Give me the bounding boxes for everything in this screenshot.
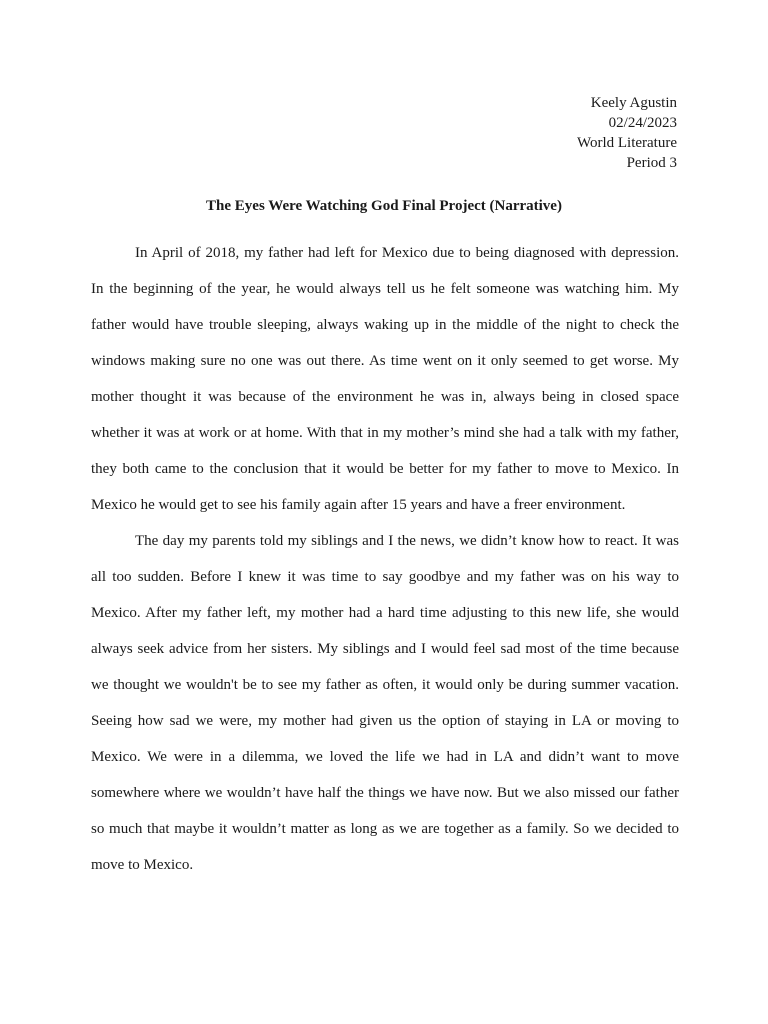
- paragraph-2-line: we thought we wouldn't be to see my father as often, it would only be during summer vacation.: [91, 677, 679, 693]
- paragraph-1-line: mother thought it was because of the environment he was in, always being in closed space: [91, 389, 679, 405]
- paragraph-1-line: In the beginning of the year, he would always tell us he felt someone was watching him. My: [91, 281, 679, 297]
- paragraph-1-line: they both came to the conclusion that it would be better for my father to move to Mexico. In: [91, 461, 679, 477]
- document-date: 02/24/2023: [608, 115, 677, 131]
- document-body: [91, 235, 679, 883]
- paragraph-2-line: The day my parents told my siblings and I the news, we didn’t know how to react. It was: [135, 533, 679, 549]
- paragraph-1-line: whether it was at work or at home. With that in my mother’s mind she had a talk with my father,: [91, 425, 679, 441]
- paragraph-2-line: somewhere where we wouldn’t have half the things we have now. But we also missed our father: [91, 785, 679, 801]
- paragraph-2-line: Seeing how sad we were, my mother had given us the option of staying in LA or moving to: [91, 713, 679, 729]
- author-name: Keely Agustin: [590, 95, 677, 111]
- header-block: [577, 93, 677, 173]
- paragraph-2-line: move to Mexico.: [91, 857, 194, 873]
- paragraph-2-line: Mexico. We were in a dilemma, we loved the life we had in LA and didn’t want to move: [91, 749, 679, 765]
- paragraph-1-line: Mexico he would get to see his family again after 15 years and have a freer environment.: [91, 497, 626, 513]
- paragraph-2-line: always seek advice from her sisters. My siblings and I would feel sad most of the time because: [91, 641, 679, 657]
- paragraph-1-line: In April of 2018, my father had left for Mexico due to being diagnosed with depression.: [135, 245, 679, 261]
- paragraph-1-line: father would have trouble sleeping, always waking up in the middle of the night to check the: [91, 317, 679, 333]
- paragraph-2-line: so much that maybe it wouldn’t matter as long as we are together as a family. So we decided to: [91, 821, 679, 837]
- paragraph-2-line: all too sudden. Before I knew it was time to say goodbye and my father was on his way to: [91, 569, 679, 585]
- course-name: World Literature: [577, 135, 677, 151]
- document-title: The Eyes Were Watching God Final Project (Narrative): [206, 198, 562, 214]
- paragraph-1-line: windows making sure no one was out there. As time went on it only seemed to get worse. My: [91, 353, 679, 369]
- paragraph-2-line: Mexico. After my father left, my mother had a hard time adjusting to this new life, she would: [91, 605, 679, 621]
- class-period: Period 3: [626, 155, 677, 171]
